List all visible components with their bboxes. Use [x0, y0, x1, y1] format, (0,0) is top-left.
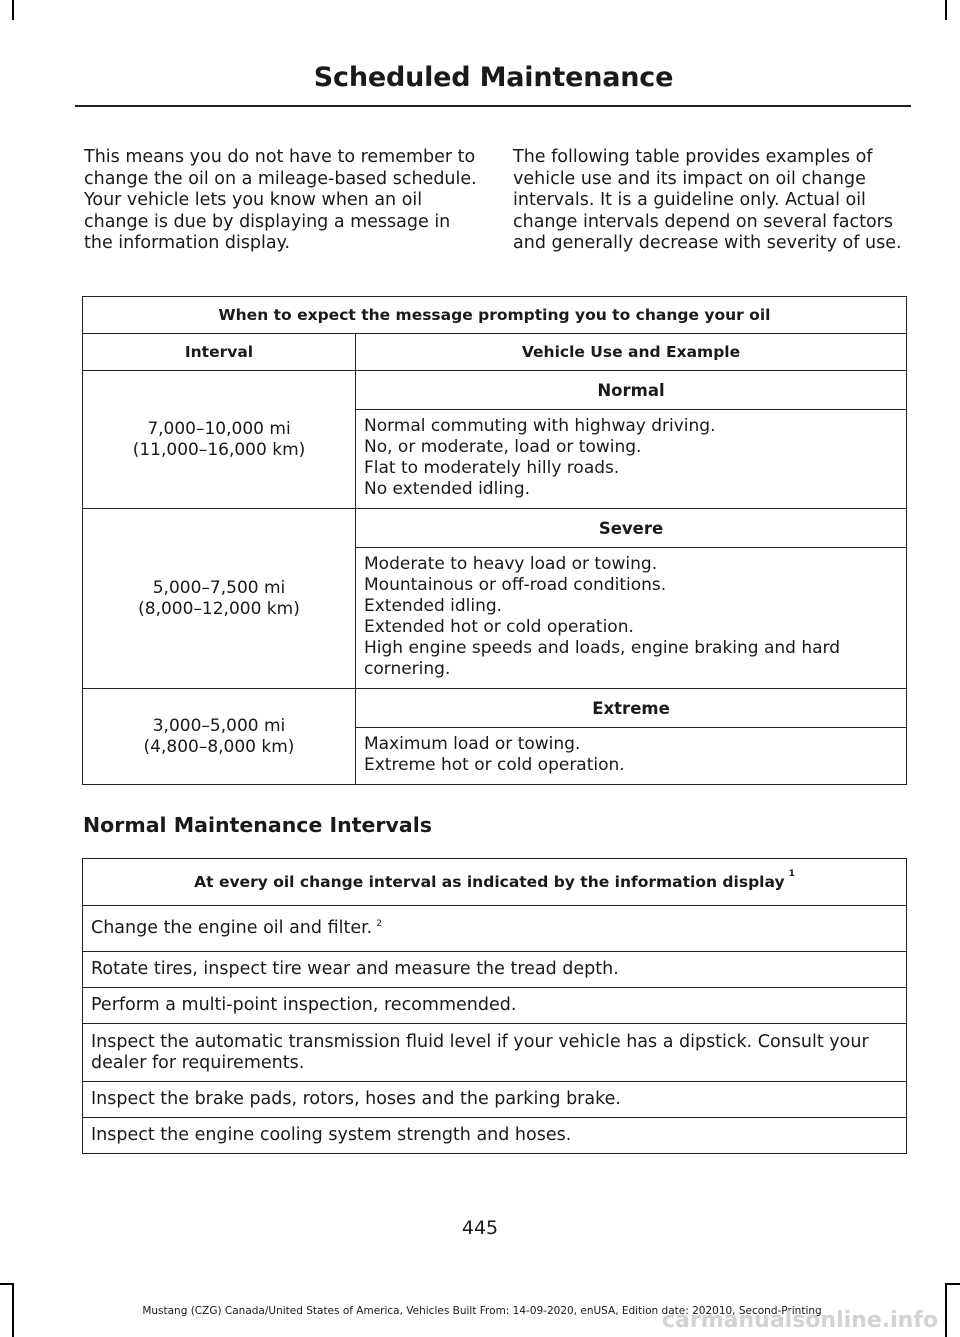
crop-mark-bottom-right — [945, 1283, 947, 1337]
maintenance-item — [83, 906, 907, 952]
use-item: Extended idling. — [364, 596, 503, 616]
uses-normal — [356, 410, 907, 509]
crop-mark-top-left — [12, 0, 14, 20]
interval-extreme — [83, 689, 356, 785]
interval-severe-km: (8,000–12,000 km) — [138, 598, 300, 619]
interval-extreme-km: (4,800–8,000 km) — [143, 736, 295, 757]
use-item: Moderate to heavy load or towing. — [364, 554, 658, 574]
category-normal: Normal — [356, 371, 907, 410]
interval-normal-km: (11,000–16,000 km) — [132, 439, 306, 460]
interval-normal — [83, 371, 356, 509]
use-item: Flat to moderately hilly roads. — [364, 458, 620, 478]
crop-mark-top-right — [945, 0, 947, 20]
maintenance-item: Rotate tires, inspect tire wear and measure the tread depth. — [83, 952, 907, 988]
uses-extreme — [356, 728, 907, 785]
uses-severe — [356, 548, 907, 689]
intro-paragraph-right: The following table provides examples of vehicle use and its impact on oil change intervals. It is a guideline only. Actual oil change intervals depend on several factors and generally decrease with severity of use. — [513, 147, 902, 253]
use-item: No extended idling. — [364, 479, 531, 499]
maintenance-item: Inspect the automatic transmission fluid level if your vehicle has a dipstick. Consult your dealer for requirements. — [83, 1024, 907, 1082]
use-item: No, or moderate, load or towing. — [364, 437, 642, 457]
intro-paragraph-left: This means you do not have to remember to change the oil on a mileage-based schedule. Your vehicle lets you know when an oil change is due by displaying a message in the information display. — [84, 147, 477, 253]
category-severe: Severe — [356, 509, 907, 548]
category-extreme: Extreme — [356, 689, 907, 728]
footer-text: Mustang (CZG) Canada/United States of America, Vehicles Built From: 14-09-2020, enUSA, Edition date: 202010, Second-Printing — [142, 1305, 822, 1317]
crop-mark-bottom-left — [12, 1283, 14, 1337]
use-item: Extended hot or cold operation. — [364, 617, 634, 637]
maintenance-item-text: Change the engine oil and filter. — [91, 918, 373, 938]
interval-normal-mi: 7,000–10,000 mi — [147, 418, 291, 439]
footnote-marker: 1 — [788, 869, 795, 879]
page-number: 445 — [461, 1217, 499, 1239]
oil-table-title: When to expect the message prompting you to change your oil — [83, 297, 907, 334]
use-item: Maximum load or towing. — [364, 734, 581, 754]
column-header-interval: Interval — [83, 334, 356, 371]
maintenance-item: Inspect the brake pads, rotors, hoses and the parking brake. — [83, 1082, 907, 1118]
use-item: High engine speeds and loads, engine braking and hard cornering. — [364, 638, 841, 679]
use-item: Normal commuting with highway driving. — [364, 416, 716, 436]
use-item: Mountainous or off-road conditions. — [364, 575, 667, 595]
section-heading: Normal Maintenance Intervals — [83, 813, 432, 837]
page-title: Scheduled Maintenance — [313, 62, 674, 93]
maintenance-item: Perform a multi-point inspection, recommended. — [83, 988, 907, 1024]
interval-extreme-mi: 3,000–5,000 mi — [152, 715, 286, 736]
maintenance-item: Inspect the engine cooling system strength and hoses. — [83, 1118, 907, 1154]
oil-change-table — [82, 296, 907, 785]
interval-severe — [83, 509, 356, 689]
interval-severe-mi: 5,000–7,500 mi — [152, 577, 286, 598]
maintenance-table-title — [83, 859, 907, 906]
column-header-vehicle-use: Vehicle Use and Example — [356, 334, 907, 371]
crop-mark-bottom-left-h — [0, 1283, 14, 1285]
crop-mark-bottom-right-h — [945, 1283, 960, 1285]
title-divider — [75, 105, 911, 107]
maintenance-table-title-text: At every oil change interval as indicated by the information display — [194, 873, 785, 891]
footnote-marker: 2 — [376, 919, 382, 929]
watermark: carmanualsonline.info — [662, 1308, 938, 1333]
maintenance-table — [82, 858, 907, 1154]
use-item: Extreme hot or cold operation. — [364, 755, 625, 775]
